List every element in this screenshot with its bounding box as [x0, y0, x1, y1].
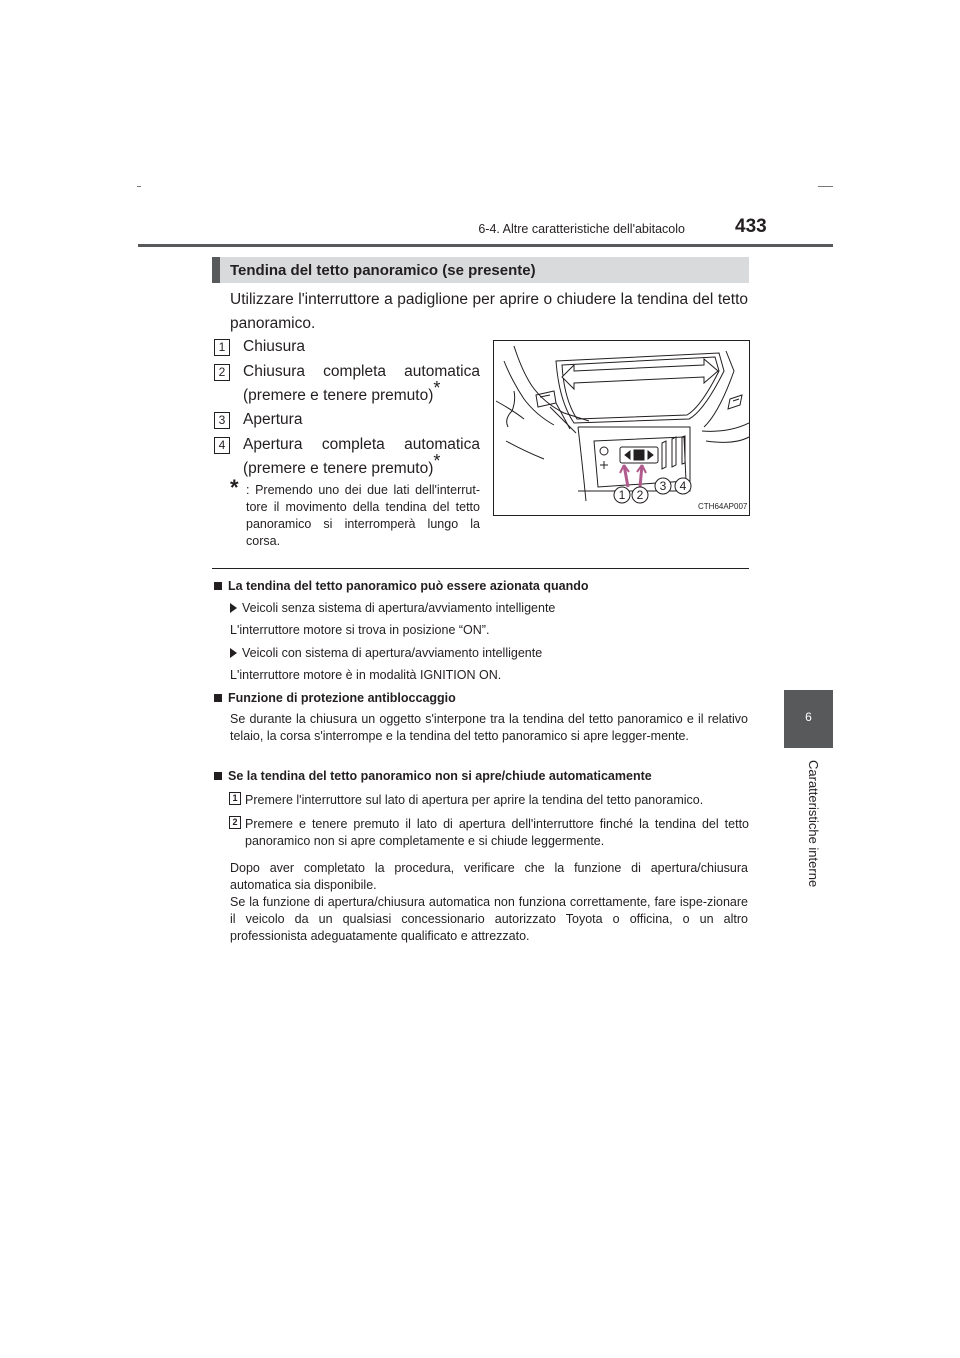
footnote-asterisk: *: [230, 475, 239, 500]
item-number-2: 2: [214, 364, 230, 381]
square-bullet-icon: [214, 694, 222, 702]
header-rule: [138, 244, 833, 247]
item-text-2-line2-text: (premere e tenere premuto): [243, 387, 434, 404]
footnote-text: : Premendo uno dei due lati dell'interrut-tore il movimento della tendina del tetto panoramico si interromperà lungo la corsa.: [246, 483, 480, 548]
square-bullet-icon: [214, 582, 222, 590]
triangle-bullet-icon: [230, 603, 237, 613]
item-number-3: 3: [214, 412, 230, 429]
chapter-tab: [784, 690, 833, 748]
note-1-heading-text: La tendina del tetto panoramico può essere azionata quando: [228, 579, 589, 593]
item-2-asterisk: *: [433, 377, 441, 398]
note-3-heading-text: Se la tendina del tetto panoramico non si apre/chiude automaticamente: [228, 769, 652, 783]
item-text-4: [243, 433, 480, 481]
item-text-2: [243, 360, 480, 408]
note-3-step-2: Premere e tenere premuto il lato di apertura dell'interruttore finché la tendina del tetto panoramico non si apre completamente e si chiude leggermente.: [245, 817, 749, 848]
item-4-asterisk: *: [433, 450, 441, 471]
note-2-heading: [214, 690, 754, 707]
roof-switch-illustration: [494, 341, 749, 515]
item-number-1: 1: [214, 339, 230, 356]
item-text-3: Apertura: [243, 411, 303, 428]
item-text-2-line1: [243, 360, 480, 384]
figure-caption: CTH64AP007: [698, 502, 748, 511]
note-2-text: Se durante la chiusura un oggetto s'interpone tra la tendina del tetto panoramico e il relativo telaio, la corsa s'interrompe e la tendina del tetto panoramico si apre legger-mente.: [230, 712, 748, 743]
crop-mark-right: [818, 186, 833, 187]
item-text-1: Chiusura: [243, 338, 306, 355]
item-text-4-line2-text: (premere e tenere premuto): [243, 460, 434, 477]
note-1-sub-2: [230, 645, 750, 662]
note-3-after-1: Dopo aver completato la procedura, verificare che la funzione di apertura/chiusura automatica sia disponibile.: [230, 861, 748, 892]
figure-callout-3: 3: [659, 479, 667, 493]
crop-mark-left: [137, 186, 141, 187]
roof-switch-figure: [493, 340, 750, 516]
note-3-after-2: Se la funzione di apertura/chiusura automatica non funziona correttamente, fare ispe-zionare il veicolo da un qualsiasi concessionario autorizzato Toyota o officina, o un altro professionista adeguatamente qualificato e attrezzato.: [230, 895, 748, 943]
item-text-4-line1-text: Apertura completa automatica: [243, 436, 480, 453]
item-text-4-line2: [243, 450, 480, 481]
note-1-sub-2-text: Veicoli con sistema di apertura/avviamento intelligente: [242, 646, 543, 660]
note-1-sub-1-text: Veicoli senza sistema di apertura/avviamento intelligente: [242, 601, 556, 615]
note-1-text-2: L'interruttore motore è in modalità IGNITION ON.: [230, 668, 502, 682]
note-2-heading-text: Funzione di protezione antibloccaggio: [228, 691, 456, 705]
step-number-1: 1: [229, 792, 241, 805]
section-title: Tendina del tetto panoramico (se presente): [212, 257, 749, 283]
chapter-label: Caratteristiche interne: [806, 760, 821, 888]
note-1-sub-1: [230, 600, 750, 617]
item-text-2-line1-text: Chiusura completa automatica: [243, 363, 480, 380]
chapter-number: 6: [805, 710, 812, 724]
running-title: 6-4. Altre caratteristiche dell'abitacolo: [478, 222, 685, 236]
triangle-bullet-icon: [230, 648, 237, 658]
figure-callout-4: 4: [679, 479, 687, 493]
note-1-heading: [214, 578, 754, 595]
section-intro: Utilizzare l'interruttore a padiglione per aprire o chiudere la tendina del tetto panoramico.: [230, 291, 748, 332]
item-text-4-line1: [243, 433, 480, 457]
footnote: [230, 475, 480, 550]
square-bullet-icon: [214, 772, 222, 780]
figure-callout-2: 2: [636, 488, 644, 502]
item-number-4: 4: [214, 437, 230, 454]
figure-callout-1: 1: [618, 488, 626, 502]
note-3-step-1: Premere l'interruttore sul lato di apertura per aprire la tendina del tetto panoramico.: [245, 793, 704, 807]
page-number: 433: [735, 216, 767, 237]
note-1-text-1: L'interruttore motore si trova in posizione “ON”.: [230, 623, 490, 637]
step-number-2: 2: [229, 816, 241, 829]
note-3-heading: [214, 768, 754, 785]
item-text-2-line2: [243, 377, 480, 408]
section-separator: [212, 568, 749, 569]
